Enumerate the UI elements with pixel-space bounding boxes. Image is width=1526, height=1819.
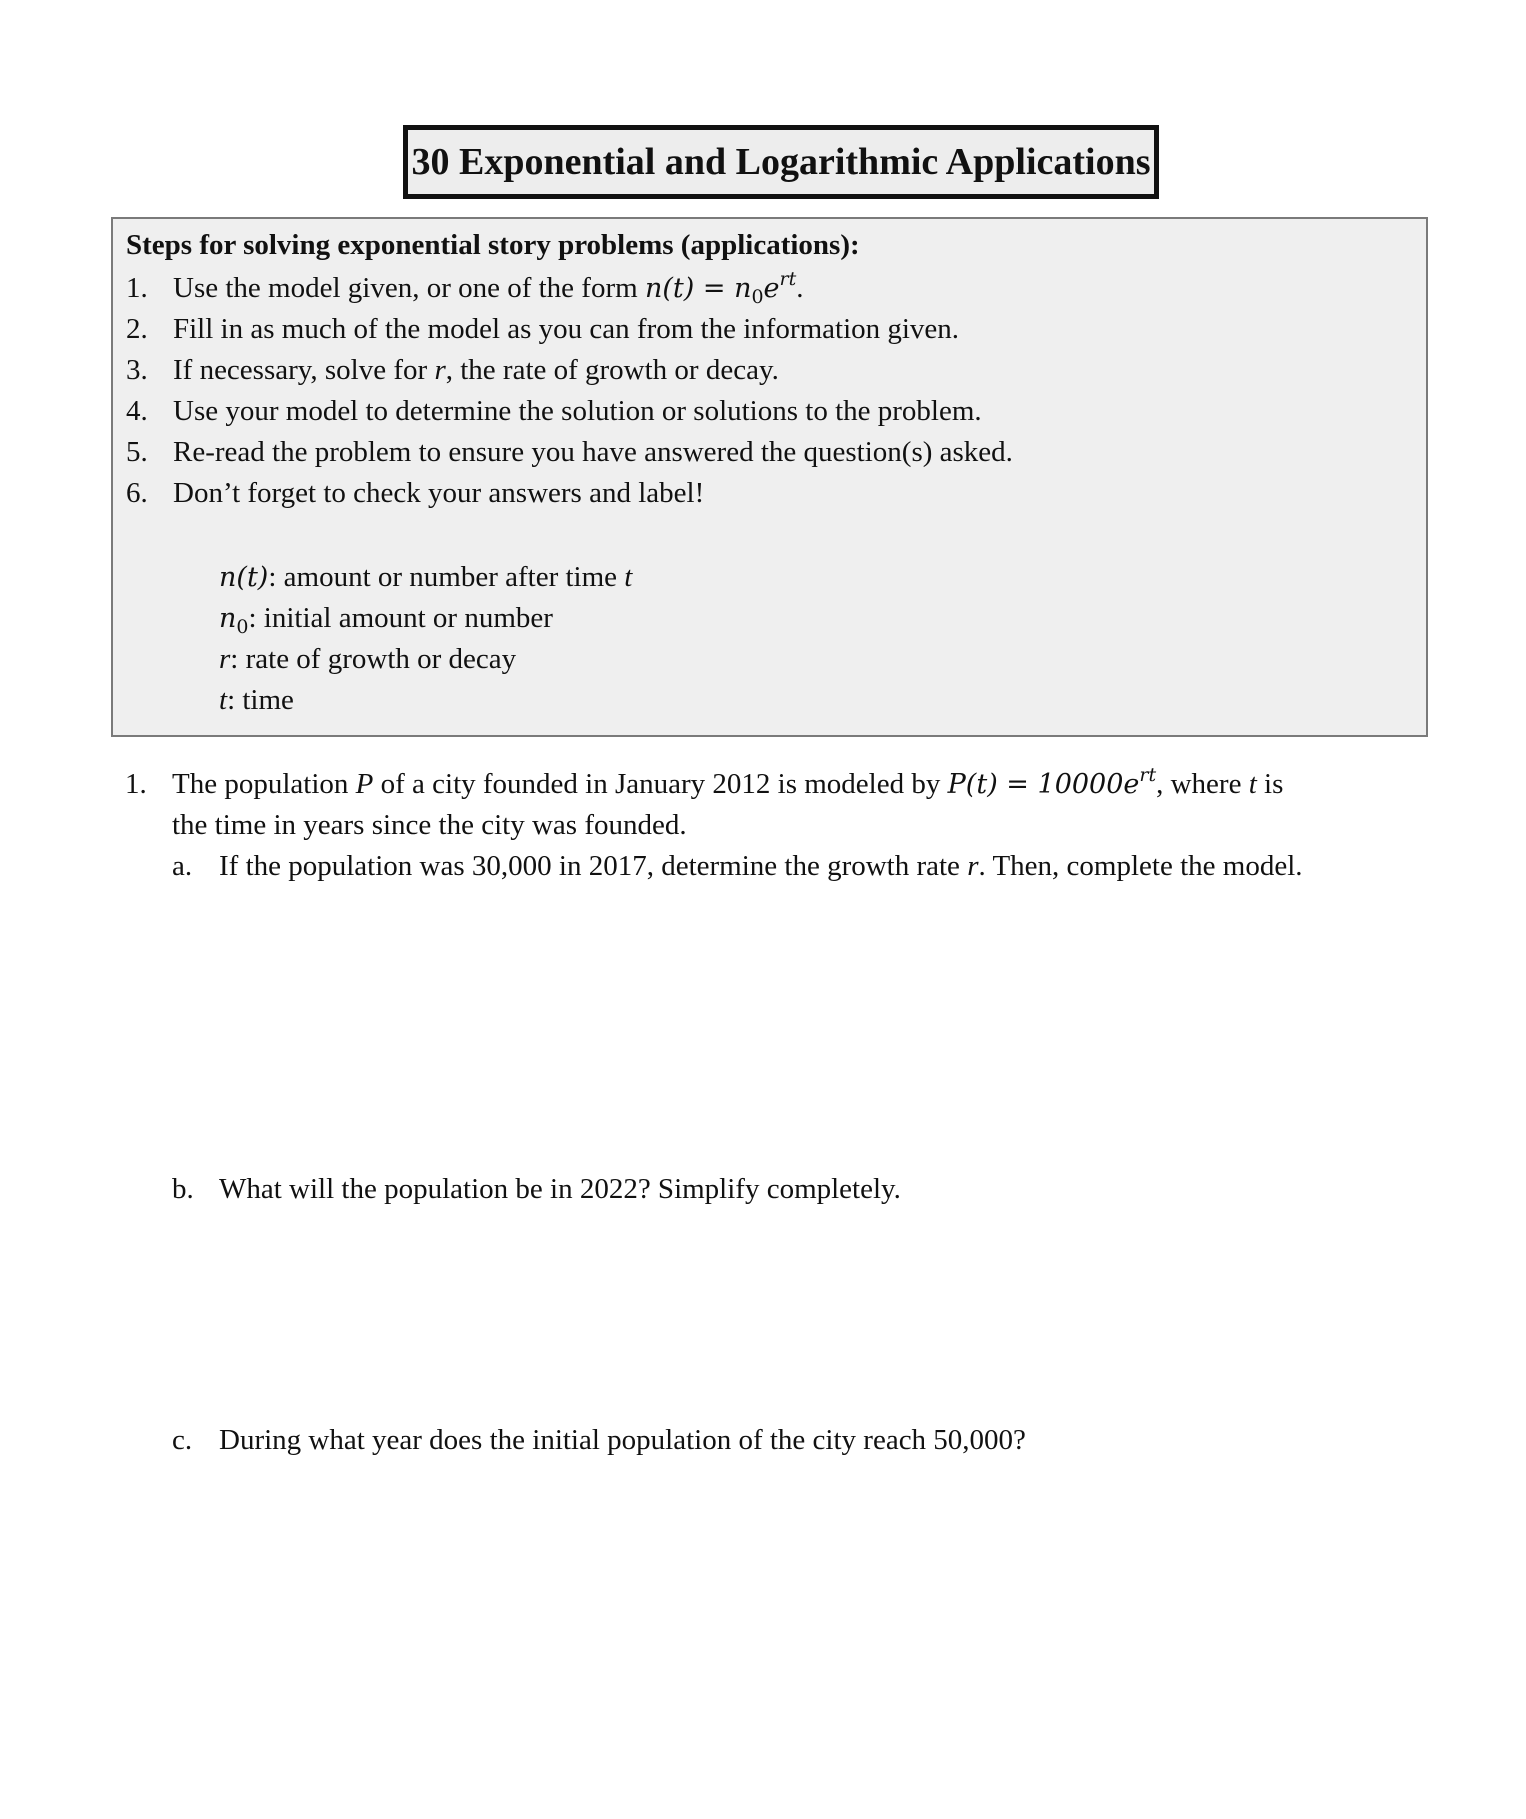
problem-variable-t: t xyxy=(1248,768,1257,800)
problem-text: is xyxy=(1256,768,1284,800)
definition-t xyxy=(219,684,294,717)
step-4 xyxy=(126,395,982,428)
problem-1-line-2: the time in years since the city was founded. xyxy=(172,809,687,841)
definition-symbol: t xyxy=(219,684,228,716)
problem-text: of a city founded in January 2012 is modeled by xyxy=(373,768,948,800)
part-text: If the population was 30,000 in 2017, determine the growth rate xyxy=(219,850,968,882)
definition-text: : initial amount or number xyxy=(248,602,553,634)
definition-text: : amount or number after time xyxy=(268,561,625,593)
step-2 xyxy=(126,313,959,346)
step-number: 6. xyxy=(126,477,148,509)
step-text: Fill in as much of the model as you can from the information given. xyxy=(173,313,960,345)
step-5 xyxy=(126,436,1013,469)
problem-1-line-1 xyxy=(125,764,1284,801)
definition-text: : rate of growth or decay xyxy=(230,643,517,675)
step-3 xyxy=(126,354,779,387)
problem-1-part-c xyxy=(172,1424,1026,1457)
step-text: Use your model to determine the solution or solutions to the problem. xyxy=(173,395,982,427)
definition-variable: t xyxy=(624,561,633,593)
step-text-end: . xyxy=(796,272,804,304)
step-number: 4. xyxy=(126,395,148,427)
step-number: 1. xyxy=(126,272,148,304)
problem-variable-p: P xyxy=(355,768,374,800)
steps-heading: Steps for solving exponential story problems (applications): xyxy=(126,229,860,261)
step-text: If necessary, solve for xyxy=(173,354,435,386)
part-label: a. xyxy=(172,850,193,882)
definition-n0 xyxy=(219,602,553,638)
step-1 xyxy=(126,268,804,308)
definition-symbol: r xyxy=(219,643,231,675)
definition-symbol: n(t) xyxy=(219,562,269,593)
problem-text: , where xyxy=(1156,768,1249,800)
step-number: 2. xyxy=(126,313,148,345)
part-label: c. xyxy=(172,1424,193,1456)
problem-1-part-b xyxy=(172,1173,901,1206)
step-text: Use the model given, or one of the form xyxy=(173,272,645,304)
step-6 xyxy=(126,477,704,510)
definition-text: : time xyxy=(227,684,294,716)
problem-1-part-a xyxy=(172,850,1303,883)
steps-box xyxy=(111,217,1428,737)
worksheet-title: 30 Exponential and Logarithmic Applications xyxy=(403,125,1159,199)
part-text: What will the population be in 2022? Simplify completely. xyxy=(219,1173,901,1205)
population-model-formula: $P(t) = 10000e^{rt}$ xyxy=(947,764,1157,800)
problem-text: The population xyxy=(172,768,356,800)
step-text: Don’t forget to check your answers and label! xyxy=(173,477,705,509)
part-label: b. xyxy=(172,1173,194,1205)
step-variable: r xyxy=(434,354,446,386)
definition-r xyxy=(219,643,516,676)
step-number: 3. xyxy=(126,354,148,386)
step-number: 5. xyxy=(126,436,148,468)
part-text: During what year does the initial population of the city reach 50,000? xyxy=(219,1424,1026,1456)
definition-symbol: $n_0$ xyxy=(219,603,249,638)
problem-number: 1. xyxy=(125,768,147,800)
step-text: Re-read the problem to ensure you have answered the question(s) asked. xyxy=(173,436,1013,468)
part-text-end: . Then, complete the model. xyxy=(978,850,1303,882)
part-variable: r xyxy=(967,850,979,882)
definition-n-of-t xyxy=(219,561,632,594)
step-text-end: , the rate of growth or decay. xyxy=(445,354,779,386)
model-formula: $n(t) = n_0e^{rt}$ xyxy=(644,268,797,308)
